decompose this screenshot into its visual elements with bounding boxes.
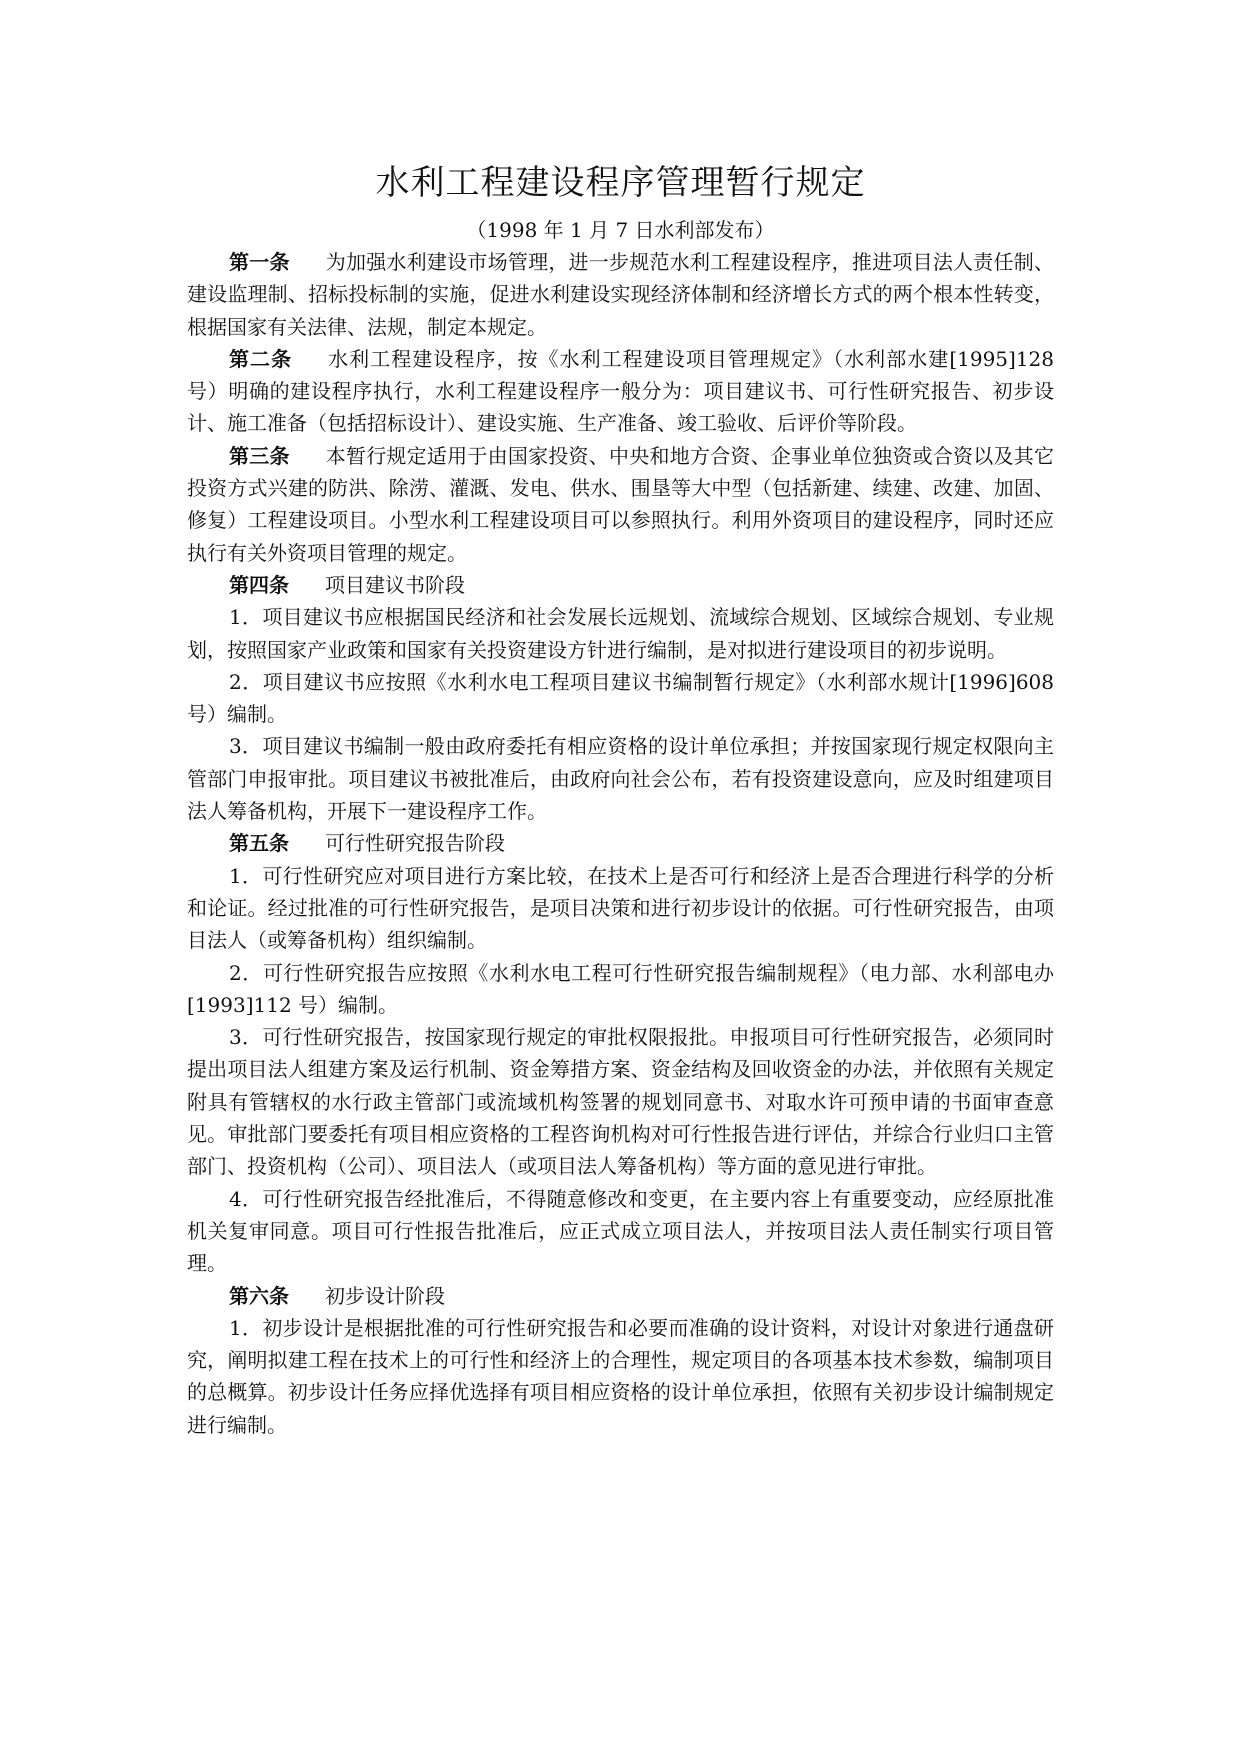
paragraph-text: 3．可行性研究报告，按国家现行规定的审批权限报批。申报项目可行性研究报告，必须同时提出项目法人组建方案及运行机制、资金筹措方案、资金结构及回收资金的办法，并依照有关规定附具有管辖权的水行政主管部门或流域机构签署的规划同意书、对取水许可预申请的书面审查意见。审批部门要委托有项目相应资格的工程咨询机构对可行性报告进行评估，并综合行业归口主管部门、投资机构（公司）、项目法人（或项目法人筹备机构）等方面的意见进行审批。	[187, 1025, 1054, 1179]
document-title: 水利工程建设程序管理暂行规定	[375, 163, 866, 203]
paragraph-text: 项目建议书阶段	[325, 572, 465, 597]
paragraph	[187, 569, 1054, 601]
paragraph	[187, 957, 1054, 1022]
paragraph-text: 1．可行性研究应对项目进行方案比较，在技术上是否可行和经济上是否合理进行科学的分析和论证。经过批准的可行性研究报告，是项目决策和进行初步设计的依据。可行性研究报告，由项目法人（或筹备机构）组织编制。	[187, 863, 1054, 953]
paragraph	[187, 1021, 1054, 1182]
paragraph	[187, 827, 1054, 859]
paragraph	[187, 246, 1054, 343]
paragraph-text: 1．初步设计是根据批准的可行性研究报告和必要而准确的设计资料，对设计对象进行通盘研究，阐明拟建工程在技术上的可行性和经济上的合理性，规定项目的各项基本技术参数，编制项目的总概算。初步设计任务应择优选择有项目相应资格的设计单位承担，依照有关初步设计编制规定进行编制。	[187, 1315, 1054, 1437]
paragraph-text: 本暂行规定适用于由国家投资、中央和地方合资、企事业单位独资或合资以及其它投资方式兴建的防洪、除涝、灌溉、发电、供水、围垦等大中型（包括新建、续建、改建、加固、修复）工程建设项目。小型水利工程建设项目可以参照执行。利用外资项目的建设程序，同时还应执行有关外资项目管理的规定。	[187, 443, 1055, 565]
paragraph-text: 水利工程建设程序，按《水利工程建设项目管理规定》（水利部水建[1995]128 号）明确的建设程序执行，水利工程建设程序一般分为：项目建议书、可行性研究报告、初步设计、施工准备（包括招标设计）、建设实施、生产准备、竣工验收、后评价等阶段。	[187, 346, 1054, 436]
paragraph	[187, 1312, 1054, 1441]
paragraph	[187, 440, 1054, 569]
paragraph	[187, 343, 1054, 440]
paragraph-text: 可行性研究报告阶段	[325, 831, 505, 856]
paragraph	[187, 1280, 1054, 1312]
paragraph-text: 初步设计阶段	[325, 1283, 445, 1308]
paragraph	[187, 860, 1054, 957]
article-heading: 第四条	[229, 572, 289, 597]
paragraph	[187, 730, 1054, 827]
document-subtitle: （1998 年 1 月 7 日水利部发布）	[466, 218, 775, 242]
paragraph-text: 为加强水利建设市场管理，进一步规范水利工程建设程序，推进项目法人责任制、建设监理制、招标投标制的实施，促进水利建设实现经济体制和经济增长方式的两个根本性转变，根据国家有关法律、法规，制定本规定。	[187, 250, 1055, 339]
article-heading: 第五条	[229, 831, 289, 856]
article-heading: 第六条	[229, 1283, 289, 1308]
article-heading: 第三条	[229, 443, 290, 468]
paragraph	[187, 601, 1054, 666]
paragraph-text: 2．可行性研究报告应按照《水利水电工程可行性研究报告编制规程》（电力部、水利部电办[1993]112 号）编制。	[187, 960, 1054, 1017]
paragraph-text: 1．项目建议书应根据国民经济和社会发展长远规划、流域综合规划、区域综合规划、专业规划，按照国家产业政策和国家有关投资建设方针进行编制，是对拟进行建设项目的初步说明。	[187, 605, 1054, 662]
paragraph-text: 3．项目建议书编制一般由政府委托有相应资格的设计单位承担；并按国家现行规定权限向主管部门申报审批。项目建议书被批准后，由政府向社会公布，若有投资建设意向，应及时组建项目法人筹备机构，开展下一建设程序工作。	[187, 734, 1054, 824]
article-heading: 第一条	[229, 250, 290, 274]
paragraph-text: 2．项目建议书应按照《水利水电工程项目建议书编制暂行规定》（水利部水规计[1996]608 号）编制。	[187, 669, 1054, 727]
article-heading: 第二条	[229, 346, 293, 371]
paragraph-text: 4．可行性研究报告经批准后，不得随意修改和变更，在主要内容上有重要变动，应经原批准机关复审同意。项目可行性报告批准后，应正式成立项目法人，并按项目法人责任制实行项目管理。	[187, 1186, 1054, 1276]
paragraph	[187, 666, 1054, 731]
paragraph	[187, 1183, 1054, 1280]
document-body	[187, 246, 1054, 1441]
